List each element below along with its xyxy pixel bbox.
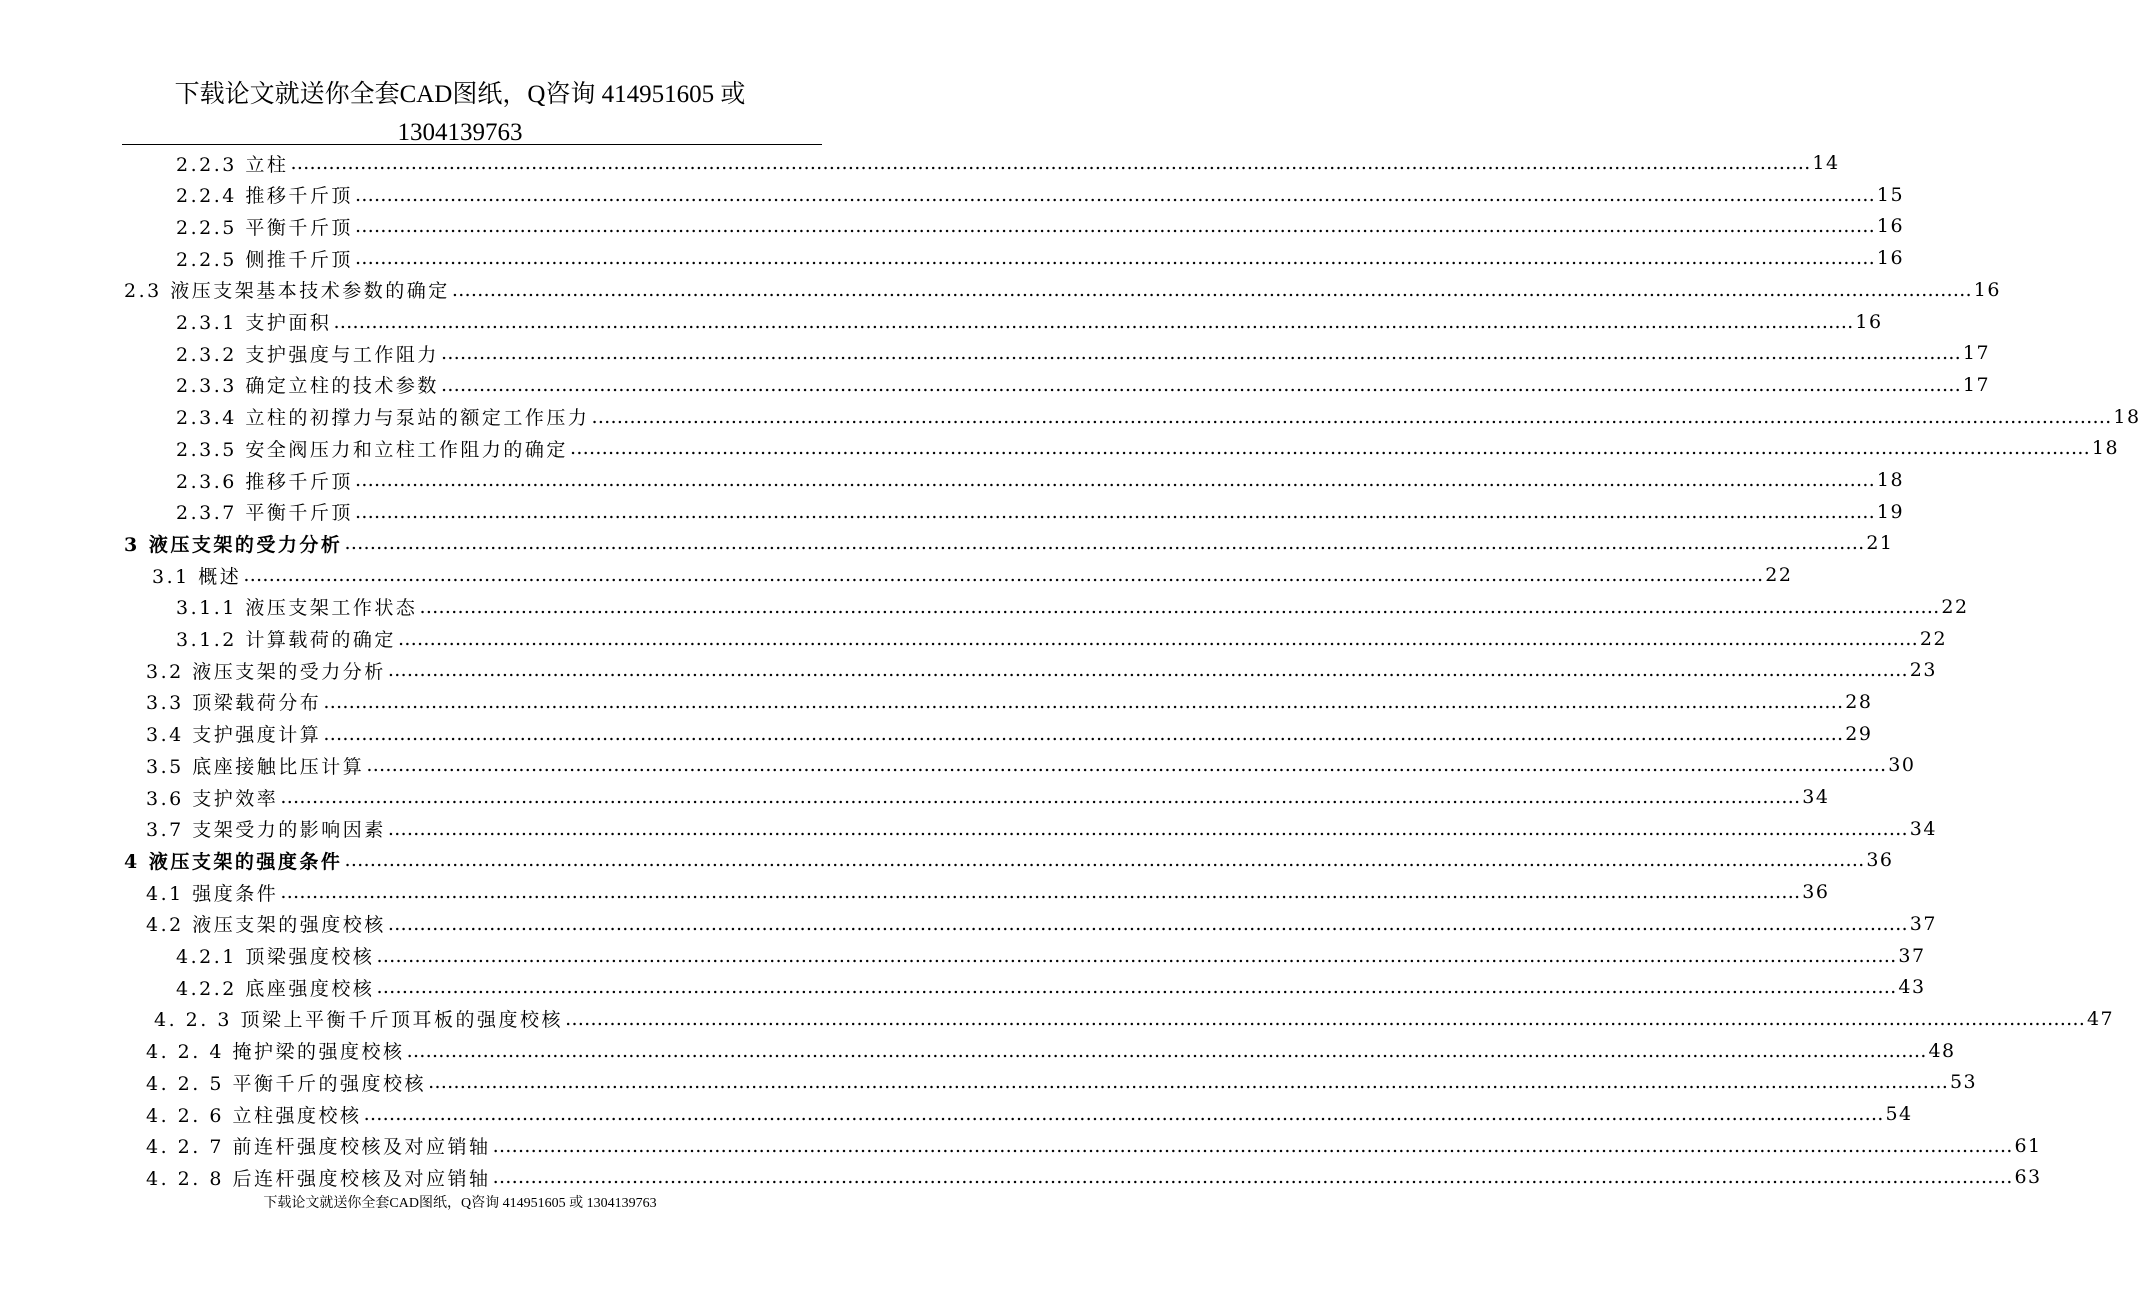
toc-entry [146,1100,1913,1128]
toc-entry [146,1132,2042,1160]
toc-entry-page: 21 [1866,532,1894,555]
toc-entry [176,339,1991,367]
toc-entry [176,942,1926,970]
toc-entry-title: 3.1 概述 [152,565,242,588]
toc-leader-dots: …………………………………………………………………………………………………………………………………………………………………………………………………………………… [451,278,1972,301]
toc-leader-dots: …………………………………………………………………………………………………………………………………………………………………………………………………………………… [387,912,1908,935]
toc-leader-dots: …………………………………………………………………………………………………………………………………………………………………………………………………………………… [376,976,1897,999]
toc-entry-page: 16 [1876,247,1905,270]
toc-entry [176,371,1991,399]
toc-entry-title: 2.3.5 安全阀压力和立柱工作阻力的确定 [176,438,568,461]
toc-entry-page: 36 [1866,849,1894,872]
toc-entry [176,593,1969,621]
toc-entry-title: 2.3.2 支护强度与工作阻力 [176,343,439,366]
toc-entry [176,149,1840,177]
toc-entry-title: 3.1.2 计算载荷的确定 [176,629,396,651]
toc-entry-title: 4.2.1 顶梁强度校核 [176,946,375,968]
toc-entry-title: 4. 2. 3 顶梁上平衡千斤顶耳板的强度校核 [154,1009,563,1032]
toc-entry-title: 3.4 支护强度计算 [146,724,322,747]
toc-entry [176,308,1883,336]
toc-entry-title: 4.2.2 底座强度校核 [176,977,375,1000]
toc-entry [176,212,1905,240]
toc-entry-title: 2.2.3 立柱 [176,153,289,176]
toc-entry [146,688,1873,716]
toc-entry [146,783,1830,811]
toc-entry-page: 36 [1802,881,1830,904]
toc-leader-dots: …………………………………………………………………………………………………………………………………………………………………………………………………………………… [280,881,1801,904]
toc-leader-dots: …………………………………………………………………………………………………………………………………………………………………………………………………………………… [564,1007,2085,1030]
toc-leader-dots: …………………………………………………………………………………………………………………………………………………………………………………………………………………… [344,849,1865,872]
toc-entry-title: 2.3 液压支架基本技术参数的确定 [124,280,450,303]
toc-leader-dots: …………………………………………………………………………………………………………………………………………………………………………………………………………………… [427,1071,1948,1094]
toc-leader-dots: …………………………………………………………………………………………………………………………………………………………………………………………………………………… [354,469,1875,491]
header-rule [122,144,822,145]
toc-entry [146,720,1873,748]
toc-entry [146,878,1830,906]
toc-entry [146,910,1937,938]
toc-entry [154,1005,2115,1033]
toc-entry-title: 4.2 液压支架的强度校核 [146,914,386,937]
toc-entry-page: 54 [1885,1103,1913,1125]
toc-entry-page: 15 [1876,183,1905,206]
toc-entry-page: 29 [1845,722,1873,745]
toc-entry-page: 17 [1962,342,1991,365]
page-header [110,76,810,152]
toc-entry-page: 63 [2014,1166,2042,1189]
toc-leader-dots: …………………………………………………………………………………………………………………………………………………………………………………………………………………… [387,659,1908,682]
toc-entry-title: 2.3.6 推移千斤顶 [176,470,353,493]
toc-entry-title: 2.2.4 推移千斤顶 [176,185,353,208]
toc-entry-title: 3.3 顶梁载荷分布 [146,692,322,715]
toc-entry-page: 14 [1812,152,1840,174]
toc-entry-title: 2.3.1 支护面积 [176,312,332,334]
page-footer: 下载论文就送你全套CAD图纸，Q咨询 414951605 或 1304139763 [263,1196,657,1211]
toc-entry [176,403,2141,431]
toc-entry-title: 2.2.5 侧推千斤顶 [176,248,353,271]
toc-entry-title: 3.5 底座接触比压计算 [146,755,365,778]
toc-leader-dots: …………………………………………………………………………………………………………………………………………………………………………………………………………………… [419,595,1940,618]
toc-entry-title: 2.3.7 平衡千斤顶 [176,502,353,525]
header-line-1: 下载论文就送你全套CAD图纸，Q咨询 414951605 或 [174,81,746,108]
toc-entry [146,751,1916,779]
toc-entry [124,529,1894,557]
toc-entry-page: 37 [1898,944,1926,967]
toc-entry [146,656,1937,684]
toc-leader-dots: …………………………………………………………………………………………………………………………………………………………………………………………………………………… [243,564,1764,587]
toc-entry [176,625,1948,653]
toc-entry [146,815,1937,843]
toc-leader-dots: …………………………………………………………………………………………………………………………………………………………………………………………………………………… [323,722,1844,745]
toc-leader-dots: …………………………………………………………………………………………………………………………………………………………………………………………………………………… [492,1134,2013,1157]
toc-entry [176,434,2120,462]
toc-entry [146,1163,2042,1191]
toc-entry [124,276,2001,304]
toc-entry-title: 4. 2. 6 立柱强度校核 [146,1104,362,1127]
toc-entry-page: 23 [1909,659,1937,682]
toc-entry [176,466,1905,494]
toc-leader-dots: …………………………………………………………………………………………………………………………………………………………………………………………………………………… [354,247,1875,270]
toc-leader-dots: …………………………………………………………………………………………………………………………………………………………………………………………………………………… [406,1039,1927,1062]
toc-leader-dots: …………………………………………………………………………………………………………………………………………………………………………………………………………………… [366,754,1887,777]
toc-leader-dots: …………………………………………………………………………………………………………………………………………………………………………………………………………………… [376,944,1897,967]
toc-entry-page: 61 [2014,1134,2042,1157]
toc-entry [146,1037,1956,1065]
toc-entry-page: 16 [1876,215,1905,238]
toc-leader-dots: …………………………………………………………………………………………………………………………………………………………………………………………………………………… [363,1103,1884,1125]
toc-leader-dots: …………………………………………………………………………………………………………………………………………………………………………………………………………………… [323,690,1844,713]
header-line-2: 1304139763 [397,119,523,146]
toc-entry-title: 3 液压支架的受力分析 [124,533,343,556]
toc-entry-title: 3.7 支架受力的影响因素 [146,819,386,842]
toc-entry-page: 16 [1973,278,2001,301]
toc-entry-title: 2.3.4 立柱的初撑力与泵站的额定工作压力 [176,407,590,430]
toc-entry-title: 2.3.3 确定立柱的技术参数 [176,375,439,398]
toc-entry-title: 3.1.1 液压支架工作状态 [176,597,418,620]
toc-entry-page: 43 [1898,976,1926,999]
toc-entry-page: 47 [2086,1007,2115,1030]
toc-leader-dots: …………………………………………………………………………………………………………………………………………………………………………………………………………………… [440,342,1961,365]
toc-entry-page: 18 [1876,469,1905,491]
toc-entry-title: 4. 2. 7 前连杆强度校核及对应销轴 [146,1136,491,1159]
toc-entry-page: 37 [1909,912,1937,935]
toc-entry-page: 48 [1928,1039,1956,1062]
toc-leader-dots: …………………………………………………………………………………………………………………………………………………………………………………………………………………… [354,183,1875,206]
toc-entry-title: 3.2 液压支架的受力分析 [146,660,386,683]
toc-entry-title: 4. 2. 5 平衡千斤的强度校核 [146,1072,426,1095]
toc-leader-dots: …………………………………………………………………………………………………………………………………………………………………………………………………………………… [397,627,1918,650]
toc-leader-dots: …………………………………………………………………………………………………………………………………………………………………………………………………………………… [569,437,2090,460]
toc-entry [176,244,1905,272]
toc-leader-dots: …………………………………………………………………………………………………………………………………………………………………………………………………………………… [492,1166,2013,1189]
toc-entry [152,561,1793,589]
toc-entry [176,973,1926,1001]
toc-leader-dots: …………………………………………………………………………………………………………………………………………………………………………………………………………………… [354,215,1875,238]
toc-entry-page: 17 [1962,373,1991,396]
toc-entry-page: 53 [1949,1071,1978,1094]
toc-leader-dots: …………………………………………………………………………………………………………………………………………………………………………………………………………………… [280,786,1801,808]
toc-leader-dots: …………………………………………………………………………………………………………………………………………………………………………………………………………………… [344,532,1865,555]
toc-entry-title: 4 液压支架的强度条件 [124,850,343,873]
toc-entry-page: 22 [1941,595,1969,618]
toc-entry-page: 34 [1909,817,1937,840]
toc-leader-dots: …………………………………………………………………………………………………………………………………………………………………………………………………………………… [354,500,1875,523]
toc-leader-dots: …………………………………………………………………………………………………………………………………………………………………………………………………………………… [290,152,1811,174]
toc-entry [124,846,1894,874]
toc-entry-title: 4. 2. 4 掩护梁的强度校核 [146,1041,405,1064]
toc-entry-page: 16 [1855,310,1883,333]
toc-leader-dots: …………………………………………………………………………………………………………………………………………………………………………………………………………………… [591,405,2112,428]
toc-entry-page: 22 [1765,564,1793,587]
toc-entry-page: 22 [1919,627,1948,650]
toc-entry-page: 18 [2091,437,2120,460]
toc-entry-title: 2.2.5 平衡千斤顶 [176,216,353,239]
toc-entry-page: 19 [1876,500,1905,523]
toc-entry [176,498,1905,526]
toc-entry-page: 34 [1802,786,1830,808]
toc-entry-page: 30 [1888,754,1916,777]
toc-entry-page: 18 [2113,405,2141,428]
toc-entry-title: 3.6 支护效率 [146,787,279,810]
toc-leader-dots: …………………………………………………………………………………………………………………………………………………………………………………………………………………… [387,817,1908,840]
toc-leader-dots: …………………………………………………………………………………………………………………………………………………………………………………………………………………… [333,310,1854,333]
toc-leader-dots: …………………………………………………………………………………………………………………………………………………………………………………………………………………… [440,373,1961,396]
toc-entry-title: 4.1 强度条件 [146,882,279,905]
toc-entry [176,181,1905,209]
toc-entry-page: 28 [1845,690,1873,713]
toc-entry [146,1068,1978,1096]
toc-entry-title: 4. 2. 8 后连杆强度校核及对应销轴 [146,1167,491,1190]
